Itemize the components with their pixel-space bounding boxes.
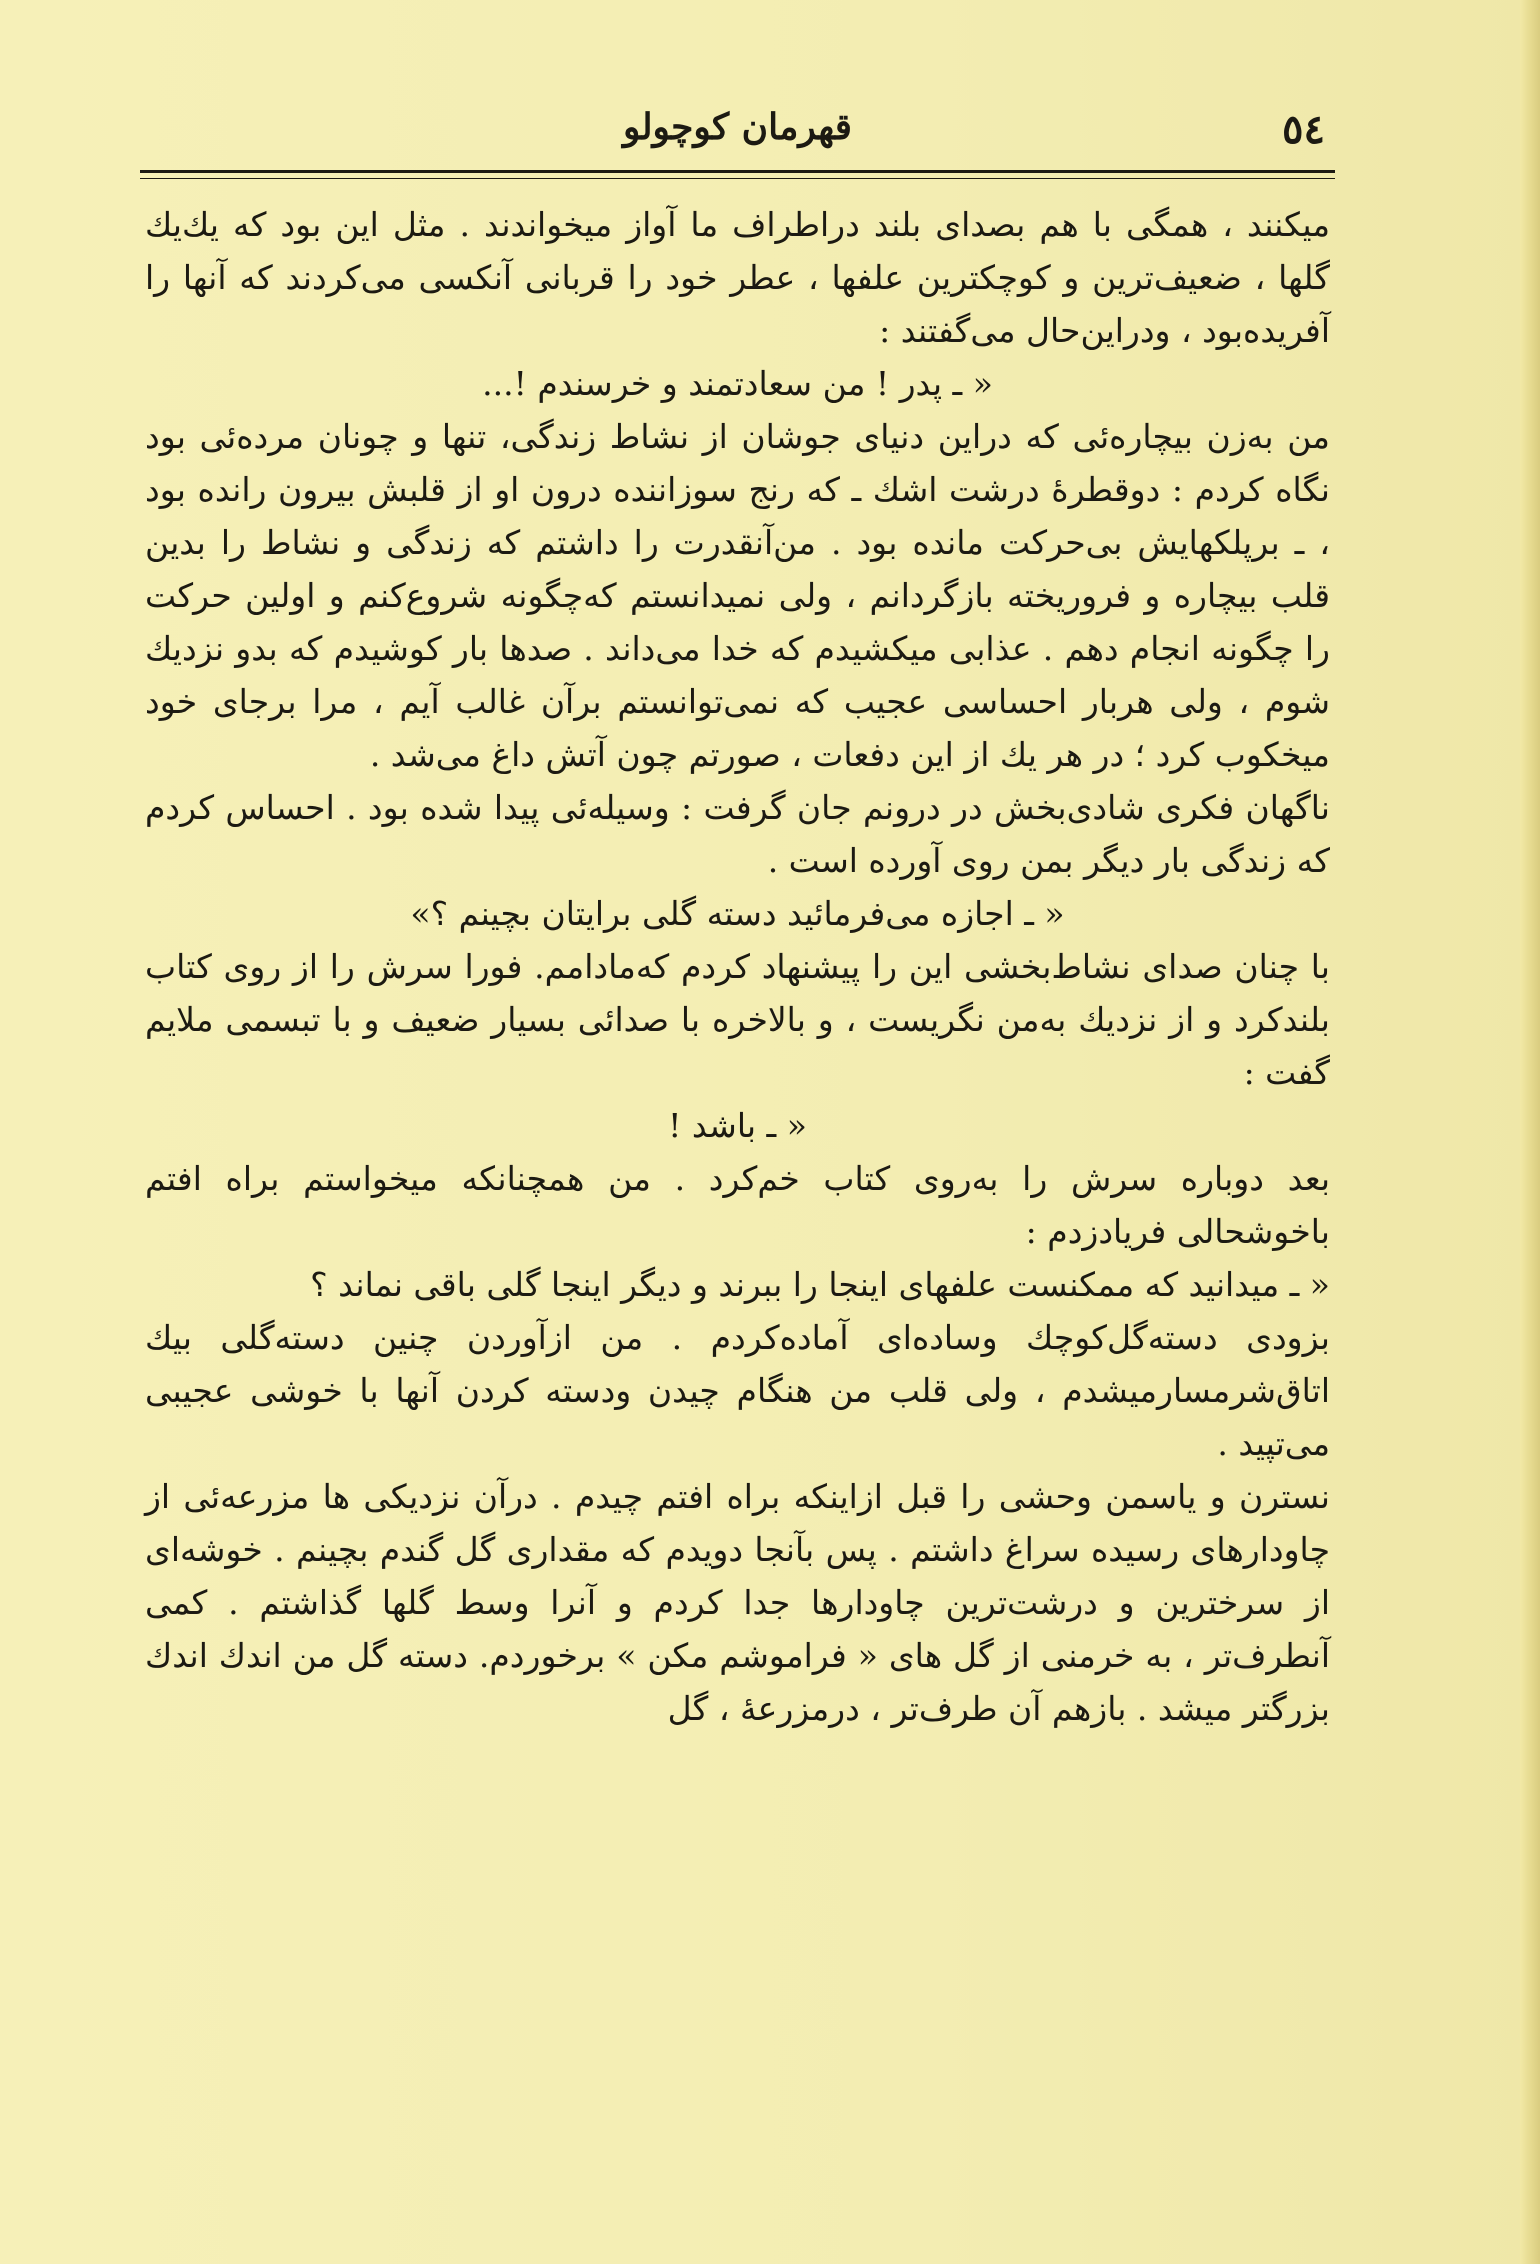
- page-header: [140, 100, 1335, 160]
- paragraph: بزودی دسته‌گل‌کوچك وساده‌ای آماده‌کردم . من ازآوردن چنین دسته‌گلی بیك اتاق‌شرمسارمیشدم ، ولی قلب من هنگام چیدن ودسته کردن آنها با خوشی عجیبی می‌تپید .: [145, 1318, 1330, 1463]
- paragraph: بعد دوباره سرش را به‌روی کتاب خم‌کرد . من همچنانکه میخواستم براه افتم باخوشحالی فریادزدم :: [145, 1159, 1330, 1251]
- header-rule: [140, 170, 1335, 173]
- body-text: [145, 198, 1330, 1735]
- paragraph: نسترن و یاسمن وحشی را قبل ازاینکه براه افتم چیدم . درآن نزدیکی ها مزرعه‌ئی از چاودارهای رسیده سراغ داشتم . پس بآنجا دویدم که مقداری گل گندم بچینم . خوشه‌ای از سرخترین و درشت‌ترین چاودارها جدا کردم و آنرا وسط گلها گذاشتم . کمی آنطرف‌تر ، به خرمنی از گل های « فراموشم مکن » برخوردم. دسته گل من اندك اندك بزرگتر میشد . بازهم آن طرف‌تر ، درمزرعهٔ ، گل: [145, 1477, 1330, 1728]
- paragraph: « ـ میدانید که ممکنست علفهای اینجا را ببرند و دیگر اینجا گلی باقی نماند ؟: [310, 1265, 1330, 1304]
- running-title: قهرمان کوچولو: [622, 106, 853, 148]
- header-rule-thin: [140, 178, 1335, 179]
- paragraph: من به‌زن بیچاره‌ئی که دراین دنیای جوشان از نشاط زندگی، تنها و چونان مرده‌ئی بود نگاه کردم : دوقطرهٔ درشت اشك ـ که رنج سوزاننده درون او از قلبش بیرون رانده بود ، ـ برپلکهایش بی‌حرکت مانده بود . من‌آنقدرت را داشتم که زندگی و نشاط را بدین قلب بیچاره و فروریخته بازگردانم ، ولی نمیدانستم که‌چگونه شروع‌کنم و اولین حرکت را چگونه انجام دهم . عذابی میکشیدم که خدا می‌داند . صدها بار کوشیدم که بدو نزدیك شوم ، ولی هربار احساسی عجیب که نمی‌توانستم برآن غالب آیم ، مرا برجای خود میخکوب کرد ؛ در هر یك از این دفعات ، صورتم چون آتش داغ می‌شد .: [145, 417, 1330, 774]
- page-edge: [1520, 0, 1540, 2264]
- paragraph: ناگهان فکری شادی‌بخش در درونم جان گرفت : وسیله‌ئی پیدا شده بود . احساس کردم که زندگی بار دیگر بمن روی آورده است .: [145, 788, 1330, 880]
- page-number: ٥٤: [1282, 106, 1325, 153]
- quote-line: « ـ باشد !: [668, 1106, 807, 1145]
- quote-line: « ـ پدر ! من سعادتمند و خرسندم !...: [482, 364, 993, 403]
- paragraph: میکنند ، همگی با هم بصدای بلند دراطراف ما آواز میخواندند . مثل این بود که یك‌یك گلها ، ضعیف‌ترین و کوچکترین علفها ، عطر خود را قربانی آنکسی می‌کردند که آنها را آفریده‌بود ، ودراین‌حال می‌گفتند :: [145, 205, 1330, 350]
- paragraph: با چنان صدای نشاط‌بخشی این را پیشنهاد کردم که‌مادامم. فورا سرش را از روی کتاب بلندکرد و از نزدیك به‌من نگریست ، و بالاخره با صدائی بسیار ضعیف و با تبسمی ملایم گفت :: [145, 947, 1330, 1092]
- quote-line: « ـ اجازه می‌فرمائید دسته گلی برایتان بچینم ؟»: [410, 894, 1065, 933]
